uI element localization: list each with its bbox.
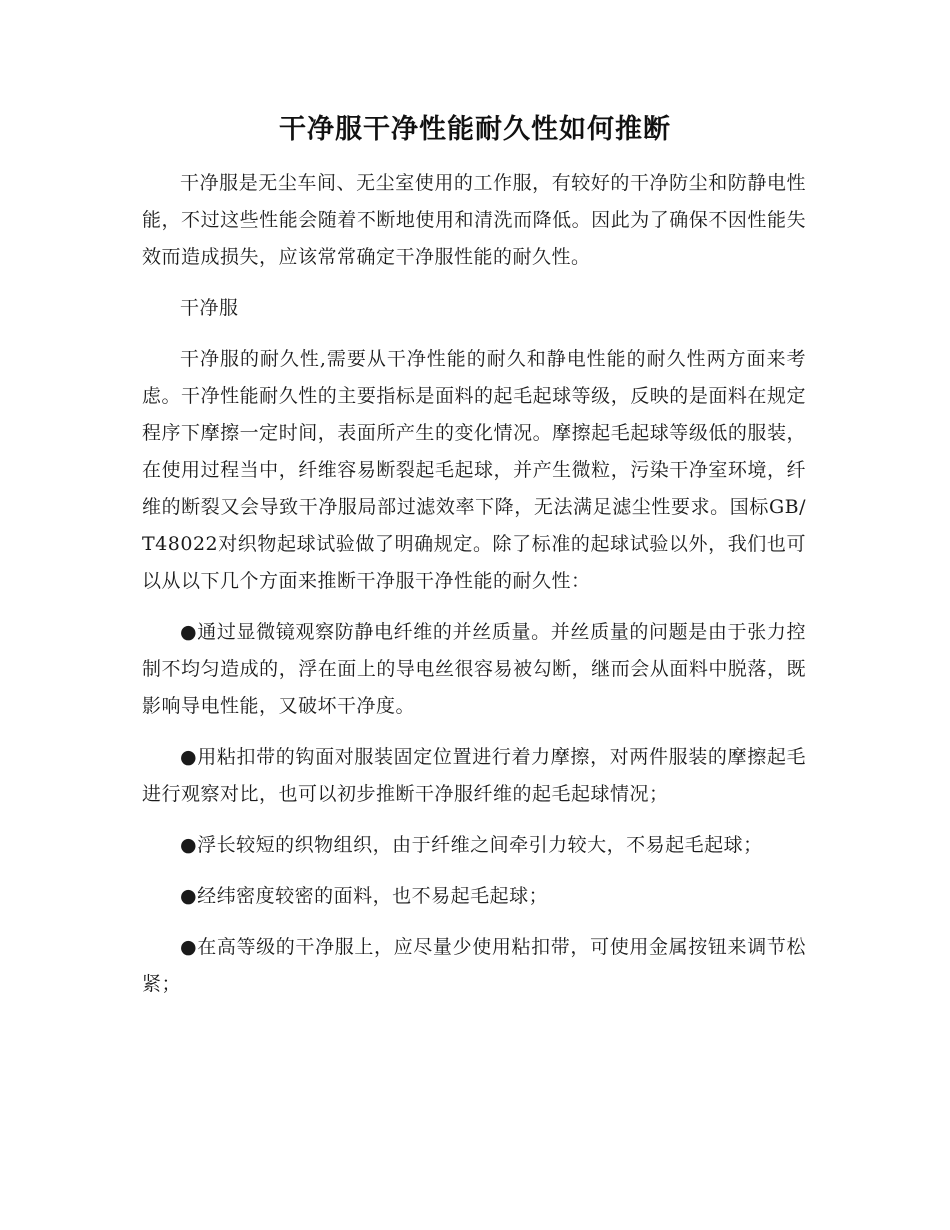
intro-paragraph: 干净服是无尘车间、无尘室使用的工作服，有较好的干净防尘和防静电性能，不过这些性能会随着不断地使用和清洗而降低。因此为了确保不因性能失效而造成损失，应该常常确定干净服性能的耐久性。: [142, 172, 806, 268]
bullet-item: ●经纬密度较密的面料，也不易起毛起球；: [180, 885, 549, 907]
document-body: [142, 165, 806, 1017]
document-title: 干净服干净性能耐久性如何推断: [279, 114, 671, 145]
bullet-item: ●在高等级的干净服上，应尽量少使用粘扣带，可使用金属按钮来调节松紧；: [142, 936, 806, 995]
main-paragraph: 干净服的耐久性,需要从干净性能的耐久和静电性能的耐久性两方面来考虑。干净性能耐久性的主要指标是面料的起毛起球等级，反映的是面料在规定程序下摩擦一定时间，表面所产生的变化情况。摩擦起毛起球等级低的服装，在使用过程当中，纤维容易断裂起毛起球，并产生微粒，污染干净室环境，纤维的断裂又会导致干净服局部过滤效率下降，无法满足滤尘性要求。国标GB/T48022对织物起球试验做了明确规定。除了标准的起球试验以外，我们也可以从以下几个方面来推断干净服干净性能的耐久性：: [142, 348, 806, 592]
bullet-item: ●浮长较短的织物组织，由于纤维之间牵引力较大，不易起毛起球；: [180, 834, 763, 856]
section-heading: 干净服: [180, 297, 239, 319]
bullet-item: ●通过显微镜观察防静电纤维的并丝质量。并丝质量的问题是由于张力控制不均匀造成的，浮在面上的导电丝很容易被勾断，继而会从面料中脱落，既影响导电性能，又破坏干净度。: [142, 621, 806, 717]
bullet-item: ●用粘扣带的钩面对服装固定位置进行着力摩擦，对两件服装的摩擦起毛进行观察对比，也可以初步推断干净服纤维的起毛起球情况；: [142, 746, 806, 805]
